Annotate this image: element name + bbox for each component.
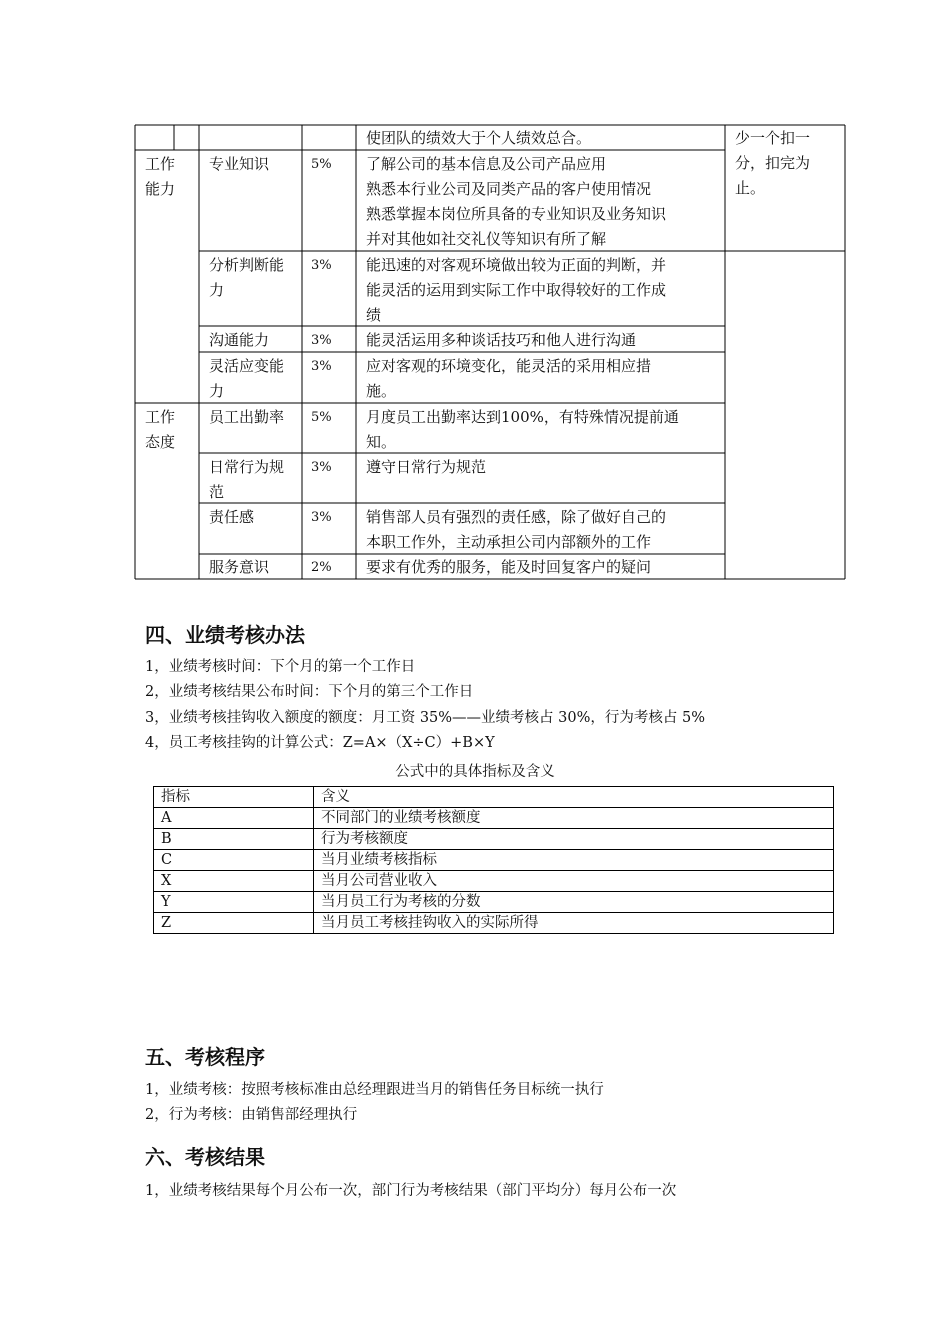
item-name: 服务意识 [209, 558, 270, 576]
table-cell: 当月业绩考核指标 [314, 850, 834, 871]
list-item: 4，员工考核挂钩的计算公式：Z=A×（X÷C）+B×Y [145, 735, 495, 751]
item-description: 遵守日常行为规范 [366, 458, 487, 476]
item-name: 灵活应变能 力 [209, 357, 285, 400]
list-item: 2，行为考核：由销售部经理执行 [145, 1107, 358, 1123]
formula-indicator-table [153, 786, 834, 934]
table-header: 含义 [314, 787, 834, 808]
table-header-row [154, 787, 834, 808]
table-cell: 不同部门的业绩考核额度 [314, 808, 834, 829]
item-weight: 3% [311, 333, 332, 348]
table-row [154, 913, 834, 934]
list-item: 1，业绩考核结果每个月公布一次，部门行为考核结果（部门平均分）每月公布一次 [145, 1183, 677, 1199]
item-description: 月度员工出勤率达到100%，有特殊情况提前通 知。 [366, 408, 679, 451]
item-name: 沟通能力 [209, 331, 270, 349]
item-name: 日常行为规 范 [209, 458, 285, 501]
table-row [154, 871, 834, 892]
category-work-ability: 工作 能力 [145, 155, 176, 198]
table-cell: 行为考核额度 [314, 829, 834, 850]
table-row [154, 892, 834, 913]
table-cell: Y [154, 892, 314, 913]
section-heading: 五、考核程序 [145, 1045, 265, 1069]
list-item: 3，业绩考核挂钩收入额度的额度：月工资 35%——业绩考核占 30%，行为考核占 5% [145, 710, 706, 726]
item-description: 销售部人员有强烈的责任感，除了做好自己的 本职工作外，主动承担公司内部额外的工作 [366, 508, 667, 551]
item-description: 能灵活运用多种谈话技巧和他人进行沟通 [366, 331, 637, 349]
table-title: 公式中的具体指标及含义 [395, 764, 555, 780]
item-weight: 5% [311, 157, 332, 172]
category-work-attitude: 工作 态度 [145, 408, 176, 451]
item-weight: 3% [311, 510, 332, 525]
item-description: 应对客观的环境变化，能灵活的采用相应措 施。 [366, 357, 652, 400]
table-cell: Z [154, 913, 314, 934]
section-heading: 四、业绩考核办法 [145, 623, 305, 647]
table-cell: 当月员工行为考核的分数 [314, 892, 834, 913]
item-weight: 2% [311, 560, 332, 575]
table-row [154, 850, 834, 871]
item-description: 能迅速的对客观环境做出较为正面的判断，并 能灵活的运用到实际工作中取得较好的工作成 绩 [366, 256, 667, 324]
table-header: 指标 [154, 787, 314, 808]
table-cell: A [154, 808, 314, 829]
item-name: 分析判断能 力 [209, 256, 285, 299]
item-name: 专业知识 [209, 155, 270, 173]
table-cell: X [154, 871, 314, 892]
item-weight: 3% [311, 460, 332, 475]
table-cell: 当月公司营业收入 [314, 871, 834, 892]
item-weight: 5% [311, 410, 332, 425]
table-cell: B [154, 829, 314, 850]
table-cell: 当月员工考核挂钩收入的实际所得 [314, 913, 834, 934]
item-weight: 3% [311, 258, 332, 273]
item-name: 员工出勤率 [209, 408, 285, 426]
table-row [154, 829, 834, 850]
table-cell: C [154, 850, 314, 871]
item-description: 了解公司的基本信息及公司产品应用 熟悉本行业公司及同类产品的客户使用情况 熟悉掌握本岗位所具备的专业知识及业务知识 并对其他如社交礼仪等知识有所了解 [366, 155, 667, 248]
item-weight: 3% [311, 359, 332, 374]
table-row [154, 808, 834, 829]
row0-description: 使团队的绩效大于个人绩效总合。 [366, 129, 592, 147]
item-name: 责任感 [209, 508, 255, 526]
item-description: 要求有优秀的服务，能及时回复客户的疑问 [366, 558, 652, 576]
list-item: 1，业绩考核时间：下个月的第一个工作日 [145, 659, 416, 675]
list-item: 1，业绩考核：按照考核标准由总经理跟进当月的销售任务目标统一执行 [145, 1082, 604, 1098]
list-item: 2，业绩考核结果公布时间：下个月的第三个工作日 [145, 684, 474, 700]
section-heading: 六、考核结果 [145, 1145, 265, 1169]
deduction-remark: 少一个扣一 分，扣完为 止。 [735, 129, 811, 197]
